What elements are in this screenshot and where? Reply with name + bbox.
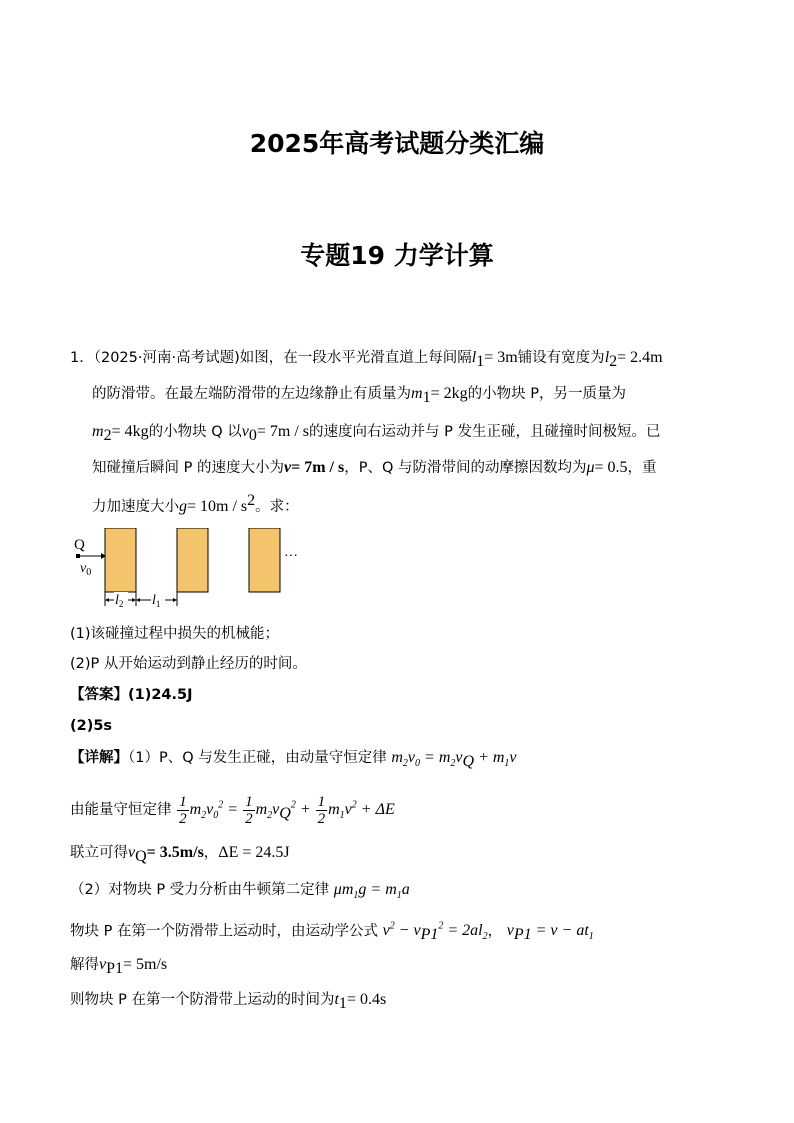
velocity-equation: $v_{P1} = v - at_1$ [506,922,594,944]
anti-slip-strips-figure [70,528,300,608]
label-l1: $l_1$ [152,593,161,608]
answer-line-1 [70,685,193,705]
question-line-1: 1．（2025·河南·高考试题)如图，在一段水平光滑直道上每间隔$l_1= 3m$铺设有宽度为$l_2= 2.4m$ [70,349,663,370]
sub-question-2: (2)P 从开始运动到静止经历的时间。 [70,656,307,672]
answer-2: (2)5s [70,718,113,734]
block-q [76,554,80,558]
anti-slip-strip-3 [249,528,280,592]
question-source: （2025·河南·高考试题) [93,350,240,366]
solution-line-2: 由能量守恒定律 $\frac{1}{2}$ $m_2v_0^2$ = $\frac{1}{2}$ $m_2v_Q^2$ + $\frac{1}{2}$ $m_1v^2 + \Delta E$ [70,794,395,827]
solution-line-4: （2）对物块 P 受力分析由牛顿第二定律 $\mu m_1g = m_1a$ [70,881,410,902]
anti-slip-strip-1 [105,528,136,592]
solution-line-3: 联立可得$v_Q= 3.5m/s$，ΔE = 24.5J [70,844,290,865]
anti-slip-strip-2 [177,528,208,592]
solution-label: 【详解】 [70,750,128,766]
label-v0: $v_0$ [80,561,92,578]
question-line-4: 知碰撞后瞬间 P 的速度大小为v= 7m / s，P、Q 与防滑带间的动摩擦因数均为μ= 0.5，重 [92,459,657,476]
question-line-2: 的防滑带。在最左端防滑带的左边缘静止有质量为$m_1= 2kg$的小物块 P，另一质量为 [92,385,626,406]
solution-line-7: 则物块 P 在第一个防滑带上运动的时间为$t_1= 0.4s$ [70,991,387,1012]
newton-equation: $\mu m_1g = m_1a$ [333,881,410,902]
momentum-equation: $m_2v_0 = m_2v_Q + m_1v$ [391,749,517,771]
question-line-3: $m_2= 4kg$的小物块 Q 以$v_0= 7m / s$的速度向右运动并与 P 发生正碰，且碰撞时间极短。已 [92,423,661,444]
sub-question-1: (1)该碰撞过程中损失的机械能； [70,626,280,642]
solution-line-1: 【详解】（1）P、Q 与发生正碰，由动量守恒定律 $m_2v_0 = m_2v_Q + m_1v$ [70,749,517,771]
label-l2: $l_2$ [115,593,124,608]
kinematics-equation: $v^2 - v_{P1}^2 = 2al_2$ [382,921,488,944]
question-number: 1． [70,350,94,366]
question-line-5: 力加速度大小$g= 10m / s^2$。求： [92,492,299,515]
label-q: Q [74,537,85,553]
solution-line-6: 解得$v_{P1}= 5m/s$ [70,956,168,977]
solution-line-5: 物块 P 在第一个防滑带上运动时，由运动学公式 $v^2 - v_{P1}^2 = 2al_2$， $v_{P1} = v - at_1$ [70,921,594,944]
document-title: 2025年高考试题分类汇编 [249,129,545,158]
energy-equation: $\frac{1}{2}$ $m_2v_0^2$ = $\frac{1}{2}$ $m_2v_Q^2$ + $\frac{1}{2}$ $m_1v^2 + \Delta E$ [179,794,395,827]
answer-1: (1)24.5J [128,687,193,703]
answer-label: 【答案】 [70,687,128,703]
continuation-dots: ··· [284,549,298,564]
topic-title: 专题19 力学计算 [300,241,494,270]
